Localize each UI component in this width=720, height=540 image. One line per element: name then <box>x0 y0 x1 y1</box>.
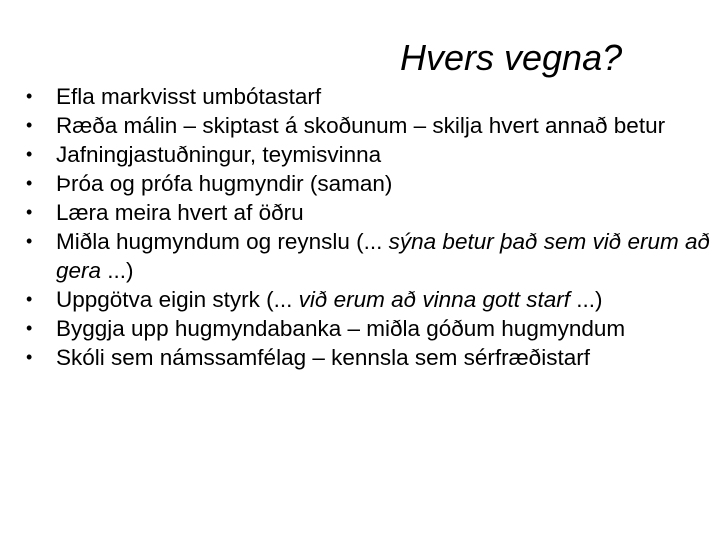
bullet-item <box>26 82 716 111</box>
bullet-text-segment: ...) <box>570 287 603 312</box>
bullet-text-segment: Læra meira hvert af öðru <box>56 200 304 225</box>
bullet-text <box>56 200 304 225</box>
bullet-icon: • <box>26 318 33 338</box>
bullet-text-segment: Ræða málin – skiptast á skoðunum – skilja hvert annað betur <box>56 113 666 138</box>
bullet-text-segment: Efla markvisst umbótastarf <box>56 84 322 109</box>
bullet-item <box>26 314 716 343</box>
slide-title: Hvers vegna? <box>400 37 623 78</box>
bullet-text-segment: Skóli sem námssamfélag – kennsla sem sérfræðistarf <box>56 345 590 370</box>
bullet-item <box>26 169 716 198</box>
bullet-item <box>26 285 716 314</box>
bullet-text-segment: Byggja upp hugmyndabanka – miðla góðum hugmyndum <box>56 316 626 341</box>
bullet-icon: • <box>26 347 33 367</box>
bullet-text <box>56 113 665 138</box>
bullet-item <box>26 111 716 140</box>
bullet-icon: • <box>26 86 33 106</box>
bullet-item <box>26 140 716 169</box>
bullet-text-segment: Uppgötva eigin styrk (... <box>56 287 299 312</box>
bullet-text-italic-segment: sýna betur það sem við erum að gera <box>56 229 711 283</box>
bullet-text <box>56 171 392 196</box>
bullet-text-segment: Jafningjastuðningur, teymisvinna <box>56 142 382 167</box>
bullet-item <box>26 227 716 285</box>
bullet-icon: • <box>26 173 33 193</box>
bullet-text <box>56 316 625 341</box>
bullet-icon: • <box>26 231 33 251</box>
bullet-item <box>26 198 716 227</box>
bullet-text-segment: ...) <box>101 258 134 283</box>
bullet-text <box>56 229 710 283</box>
bullet-icon: • <box>26 202 33 222</box>
bullet-icon: • <box>26 289 33 309</box>
bullet-text-segment: Miðla hugmyndum og reynslu (... <box>56 229 389 254</box>
bullet-text <box>56 84 321 109</box>
bullet-text-italic-segment: við erum að vinna gott starf <box>298 287 570 312</box>
bullet-text <box>56 287 603 312</box>
bullet-icon: • <box>26 115 33 135</box>
bullet-text <box>56 142 381 167</box>
bullet-text <box>56 345 590 370</box>
bullet-item <box>26 343 716 372</box>
bullet-icon: • <box>26 144 33 164</box>
bullet-text-segment: Þróa og prófa hugmyndir (saman) <box>56 171 393 196</box>
bullet-list <box>26 82 716 372</box>
